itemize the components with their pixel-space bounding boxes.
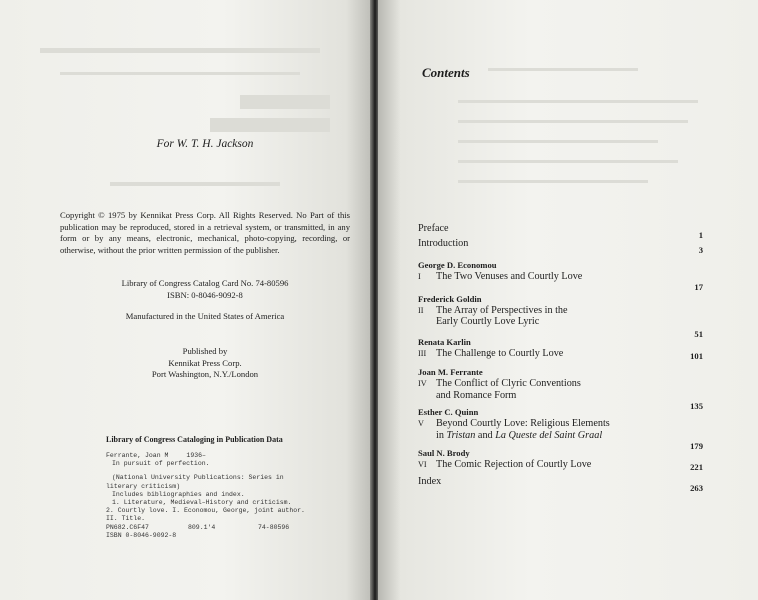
chapter-author: Joan M. Ferrante (418, 367, 483, 377)
bleed-through (458, 180, 648, 183)
chapter-author: George D. Economou (418, 260, 497, 270)
bleed-through (458, 140, 658, 143)
cip-call-row (106, 524, 306, 532)
chapter-numeral: VI (418, 460, 427, 469)
bleed-through (488, 68, 638, 71)
bleed-through (110, 182, 280, 186)
chapter-line (418, 271, 703, 283)
chapter-title-line: and Romance Form (436, 389, 517, 401)
table-of-contents (418, 222, 703, 493)
bleed-through (458, 100, 698, 103)
toc-page-number: 135 (690, 401, 703, 411)
chapter-line (418, 418, 703, 441)
toc-chapter[interactable] (418, 366, 703, 411)
chapter-numeral: III (418, 348, 427, 358)
toc-introduction[interactable] (418, 237, 703, 255)
chapter-line (418, 459, 703, 471)
cip-title-line: In pursuit of perfection. (112, 460, 210, 468)
chapter-author: Saul N. Brody (418, 448, 470, 458)
chapter-author: Frederick Goldin (418, 293, 482, 304)
cip-year: 1936– (186, 452, 206, 459)
toc-page-number: 1 (698, 230, 703, 240)
cip-series-1: (National University Publications: Series in (112, 474, 284, 482)
chapter-title-line: Early Courtly Love Lyric (436, 316, 540, 327)
published-by: Published by (182, 346, 228, 356)
lccn-line: Library of Congress Catalog Card No. 74-80596 (121, 278, 289, 288)
chapter-line (418, 378, 703, 401)
toc-label: Introduction (418, 237, 469, 249)
chapter-title (436, 418, 666, 441)
cip-isbn: ISBN 0-8046-9092-8 (106, 531, 177, 539)
chapter-title: The Two Venuses and Courtly Love (436, 271, 583, 282)
chapter-title (436, 378, 636, 401)
chapter-title-line: Beyond Courtly Love: Religious Elements (436, 418, 610, 429)
toc-label: Preface (418, 223, 449, 234)
cip-record (106, 452, 306, 540)
toc-label: Index (418, 475, 442, 487)
chapter-title-line: The Array of Perspectives in the (436, 304, 568, 316)
toc-chapter[interactable] (418, 447, 703, 471)
contents-heading: Contents (422, 65, 470, 80)
cip-title: Library of Congress Cataloging in Publication Data (106, 435, 283, 444)
toc-index[interactable] (418, 475, 703, 493)
chapter-title-line: The Conflict of Clyric Conventions (436, 378, 581, 389)
bleed-through (210, 118, 330, 132)
chapter-line (418, 305, 703, 328)
dedication: For W. T. H. Jackson (156, 138, 254, 150)
chapter-author: Esther C. Quinn (418, 407, 479, 417)
toc-page-number: 179 (690, 441, 703, 451)
toc-page-number: 263 (690, 482, 703, 493)
toc-page-number: 221 (690, 462, 703, 472)
chapter-numeral: V (418, 419, 424, 428)
toc-chapter[interactable] (418, 406, 703, 451)
bleed-through (458, 120, 688, 123)
cip-author-row (106, 452, 306, 460)
toc-preface[interactable] (418, 222, 703, 240)
copyright-notice: Copyright © 1975 by Kennikat Press Corp. All Rights Reserved. No Part of this publication may be reproduced, stored in a retrieval system, or transmitted, in any form or by any means, electronic, mechanical, photo-copying, recording, or otherwise, without the prior written permission of the publisher. (60, 210, 350, 255)
chapter-title: The Comic Rejection of Courtly Love (436, 459, 592, 470)
toc-chapter[interactable] (418, 336, 703, 360)
catalog-card-block (60, 278, 350, 301)
cip-call-number: PN682.C6F47 (106, 523, 149, 531)
chapter-line (418, 348, 703, 360)
cip-dewey: 809.1'4 (188, 523, 216, 531)
chapter-title (436, 305, 636, 328)
publisher-block (60, 346, 350, 381)
bleed-through (40, 48, 320, 53)
toc-page-number: 51 (694, 328, 703, 339)
cip-subject-1: 1. Literature, Medieval–History and criticism. (112, 499, 292, 507)
chapter-title: The Challenge to Courtly Love (436, 347, 564, 359)
chapter-author: Renata Karlin (418, 336, 471, 347)
chapter-title-line: in Tristan and La Queste del Saint Graal (436, 429, 603, 441)
bleed-through (240, 95, 330, 109)
chapter-numeral: IV (418, 379, 427, 388)
cip-subject-2: 2. Courtly love. I. Economou, George, joint author. (106, 507, 305, 515)
cip-series-2: literary criticism) (106, 482, 181, 490)
right-page (378, 0, 758, 600)
toc-chapter[interactable] (418, 259, 703, 292)
cip-includes: Includes bibliographies and index. (112, 490, 245, 498)
toc-chapter[interactable] (418, 293, 703, 339)
bleed-through (458, 160, 678, 163)
publisher-name: Kennikat Press Corp. (168, 357, 242, 368)
bleed-through (60, 72, 300, 75)
chapter-numeral: II (418, 305, 424, 315)
cip-subject-3: II. Title. (106, 515, 146, 523)
cip-lccn: 74-80596 (258, 523, 290, 531)
chapter-numeral: I (418, 272, 421, 281)
publisher-place: Port Washington, N.Y./London (151, 369, 259, 379)
toc-page-number: 101 (690, 350, 703, 361)
manufactured-line: Manufactured in the United States of America (125, 311, 285, 321)
isbn-line: ISBN: 0-8046-9092-8 (167, 289, 243, 300)
left-page (0, 0, 372, 600)
toc-page-number: 3 (698, 244, 703, 255)
toc-page-number: 17 (694, 282, 703, 292)
cip-author: Ferrante, Joan M (106, 452, 169, 459)
